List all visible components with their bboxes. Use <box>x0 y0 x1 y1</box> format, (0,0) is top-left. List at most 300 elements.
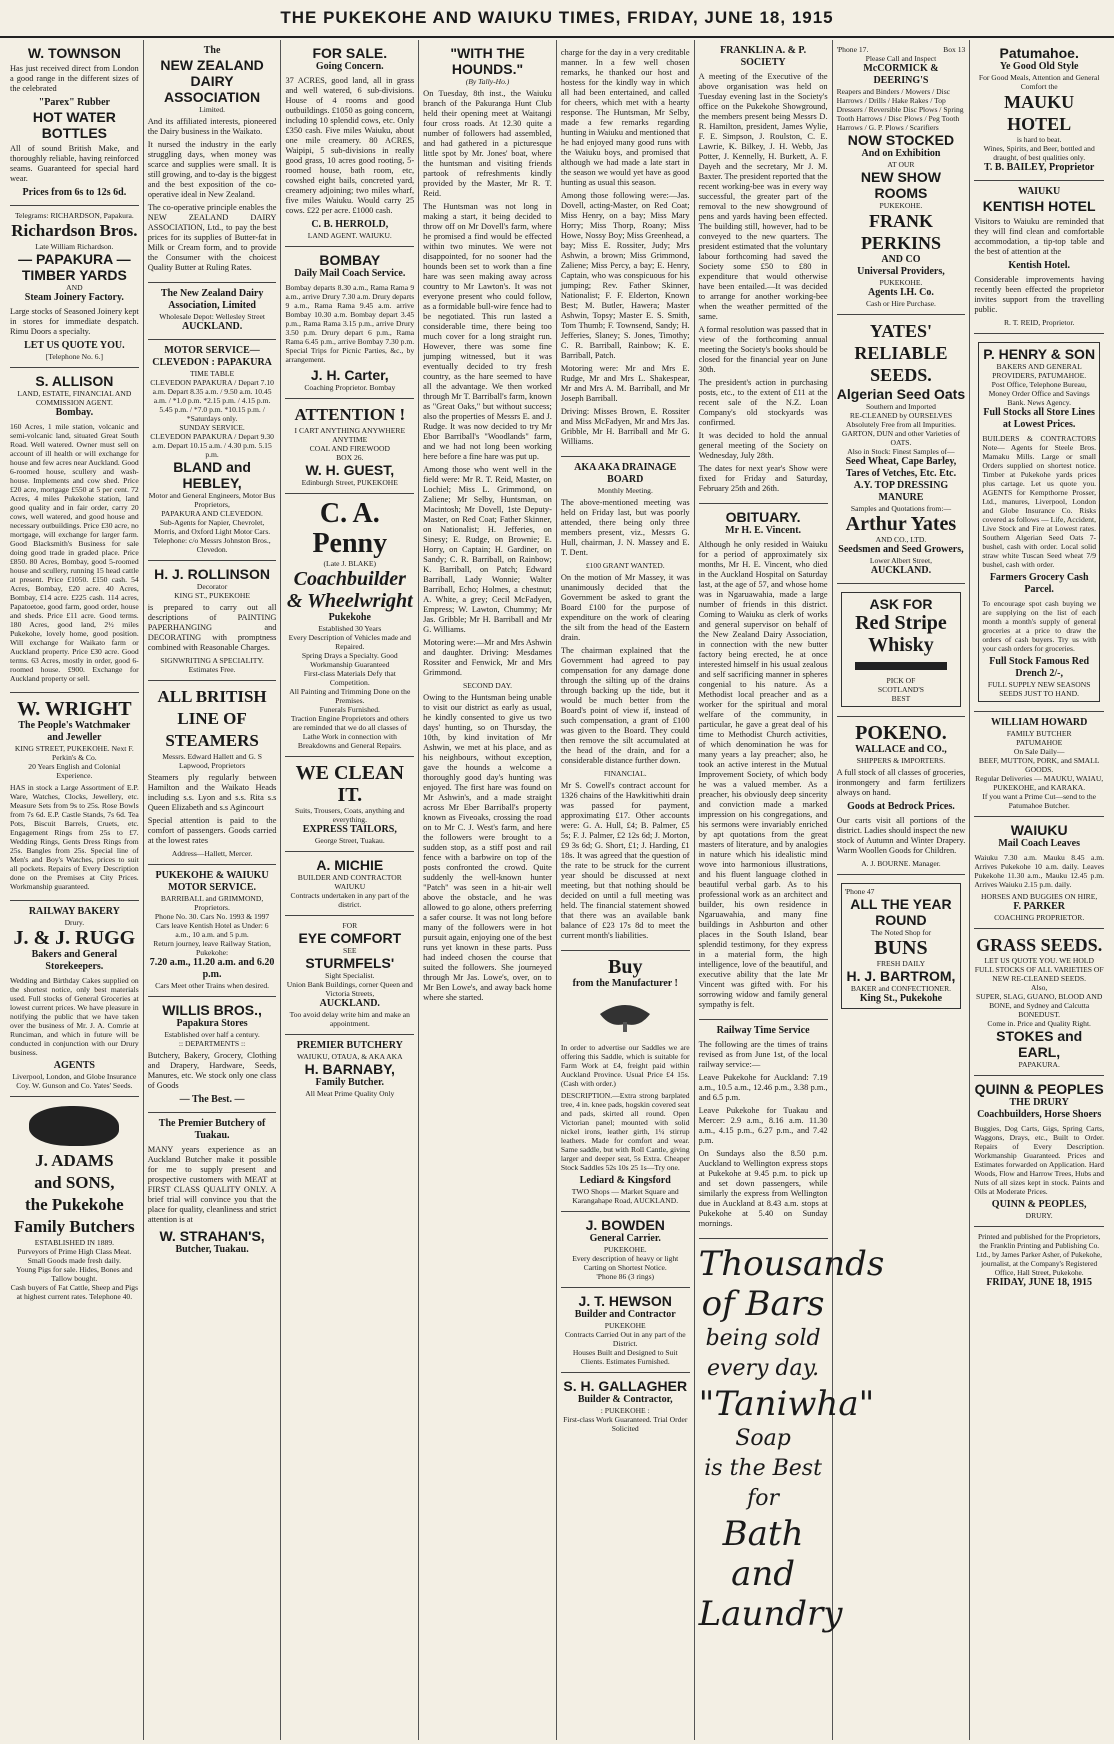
grass-seeds: GRASS SEEDS. <box>976 935 1103 955</box>
ms-sunday: SUNDAY SERVICE. <box>179 423 245 432</box>
fp-agents: Agents I.H. Co. <box>868 287 934 298</box>
penny-title: C. A. Penny <box>312 498 388 559</box>
aka-title: AKA AKA DRAINAGE BOARD <box>574 462 677 485</box>
prices-line: Prices from 6s to 12s 6d. <box>22 187 127 198</box>
adams-p3: Young Pigs for sale. Hides, Bones and Tallow bought. <box>16 1265 133 1283</box>
with-hounds-body2: The Huntsman was not long in making a start, it being decided to throw off on Mr Dovell's farm, where he promised a find would be effected within two minutes. We were not disappointed, for no sooner had the hounds been set to work than a fine hare was seen making away across country to Mr Lawton's. It was not everyone present who could follow, as a formidable bull-wire fence had to be negotiated. This run lasted a considerable time, there being too much cover for a long straight run. However, there was some fine jumping witnessed, but it was eventually decided to try fresh country, as the hare seemed to have all the advantage. We then worked through Mr T. Barriball's farm, known as "Great Oaks," but without success; also the properties of Messrs E. and J. Rudge. It was now decided to try Mr Ebor Barriball's "Woodlands" farm, and we had not long been working here before a fine hare was put up. <box>423 202 552 461</box>
let-us-quote: LET US QUOTE YOU. <box>24 340 125 351</box>
wright-sub: The People's Watchmaker and Jeweller <box>18 720 131 743</box>
fp-cash: Cash or Hire Purchase. <box>865 299 936 308</box>
pokeno-ship: SHIPPERS & IMPORTERS. <box>856 756 946 765</box>
carter-name: J. H. Carter, <box>310 367 389 383</box>
attention-title: ATTENTION ! <box>294 405 406 424</box>
penny-b4: All Painting and Trimming Done on the Premises. <box>289 687 411 705</box>
qp-body: Buggies, Dog Carts, Gigs, Spring Carts, Waggons, Drays, etc., Built to Order. Repairs of Every Description. Workmanship Guaranteed. Prices and Estimates forwarded on Application. Hard Woods, Flow and Harrow Trees, Hubs and Nuts of all sizes kept in stock. Paints and Oils at Moderate Prices. <box>974 1124 1105 1196</box>
page-columns <box>6 40 1108 1740</box>
nz2-sub: Wholesale Depot: Wellesley Street <box>159 312 265 321</box>
clean-exp: EXPRESS TAILORS, <box>302 824 397 835</box>
column-4 <box>419 40 557 1740</box>
attention-body: I CART ANYTHING ANYWHERE ANYTIME <box>294 426 406 444</box>
richardson-and: AND <box>66 283 83 292</box>
nz-body3: The co-operative principle enables the NEW ZEALAND DAIRY ASSOCIATION, Ltd., to pay the best prices for its supplies of Butter-fat in Milk or Cream form, and to provide the Consumer with the choicest Quality Butter at Ruling Rates. <box>147 203 277 272</box>
penny-b2: Spring Drays a Specialty. Good Workmanship Guaranteed <box>301 651 398 669</box>
pw-owners: BARRIBALL and GRIMMOND, Proprietors. <box>160 894 264 912</box>
henry-son-seeds: FULL SUPPLY NEW SEASONS SEEDS JUST TO HAND. <box>987 680 1091 698</box>
pokeno-body2: Our carts visit all portions of the district. Ladies should inspect the new stock of Autumn and Winter Drapery. Warm Woollen Goods for Children. <box>836 816 966 855</box>
stokes-earl: STOKES and EARL, <box>996 1028 1083 1060</box>
kentish-prop: R. T. REID, Proprietor. <box>1003 318 1075 327</box>
bowden-ad <box>561 1212 690 1288</box>
buy-from: from the Manufacturer ! <box>572 978 678 989</box>
sturmfels-addr: Union Bank Buildings, corner Queen and Victoria Streets, <box>286 980 413 998</box>
willis-dept: :: DEPARTMENTS :: <box>178 1039 246 1048</box>
column-2 <box>144 40 282 1740</box>
soap-thousands: Thousands <box>698 1244 885 1284</box>
ask-for: ASK FOR <box>869 596 933 612</box>
forsale-ad <box>285 40 414 247</box>
penny-late: (Late J. BLAKE) <box>323 559 377 568</box>
premier-ad <box>148 1113 277 1262</box>
allison-sub: LAND, ESTATE, FINANCIAL AND COMMISSION AGENT. <box>17 389 132 407</box>
hewson-title: J. T. HEWSON <box>578 1293 672 1310</box>
allison-body: 160 Acres, 1 mile station, volcanic and semi-volcanic land, situated Great South Road. Well watered. Owner must sell on account of ill health or will exchange for house and few acres near Auckland. Good 6-roomed house, scullery and wash-house. Implements and cow shed. Price £20 acre, mortgage £550 at 5 per cent. 72 Acres, 4 miles Pukekohe station, land good quality and in fair order, carry 20 cows, well watered, and good house and necessary outbuildings. Price £30 acre, no mortgage, will exchange for larger farm. Good Blacksmith's Business for sale doing good trade in graded place. Price £850. 80 Acres, Bombay, good 5-roomed house and scullery, running 15 head cattle at present. Price £1050. £150 cash. 54 Acres, Bombay, £20 acre. 40 Acres, Bombay, £14 acre. £225 cash. 114 acres, Papatoetoe, good farm, good order, house and sheds. Price £11 acre. Good terms. 180 Acres, good land, 2½ miles Pukekohe, lovely home, good position. Will exchange for Waikato farm or Auckland property. Price £30 acre. Good terms. 63 Acres, mostly in order, good 6-roomed house. £900. Exchange for Auckland property or sell. <box>10 422 139 683</box>
mauku-body: Wines, Spirits, and Beer, bottled and draught, of best qualities only. <box>983 144 1095 162</box>
howard-ad <box>974 712 1104 817</box>
penny-b5: Funerals Furnished. <box>319 705 380 714</box>
bowden-title: J. BOWDEN <box>585 1217 665 1234</box>
henry-son-body: Post Office, Telephone Bureau, Money Order Office and Savings Bank. News Agency. <box>988 380 1090 407</box>
patumahoe: Patumahoe. <box>999 45 1079 61</box>
ms-tt: TIME TABLE <box>189 369 235 378</box>
michie-ad <box>285 852 414 916</box>
steamers-body: Steamers ply regularly between Hamilton and the Waikato Heads including s.s. Lyon and s.s. Rita s.s Queen Elizabeth and s.s Agincourt <box>147 773 277 812</box>
soap-soap: Soap <box>735 1426 791 1451</box>
qp-sub: THE DRURY <box>1009 1097 1069 1108</box>
aka-drainage-article <box>561 457 690 951</box>
bartrom-loc: King St., Pukekohe <box>859 993 943 1004</box>
henry-son-body3: To encourage spot cash buying we are supplying on the list of each month a month's supply of general groceries at a price to draw the orders of cash buyers. Try us with your cash orders for groceries. <box>982 599 1097 653</box>
with-hounds-body5: Owing to the Huntsman being unable to visit our district as early as usual, he kindly consented to give us two days' hunting, so on Thursday, the 10th, by kind invitation of Mr Ashwin, we met at his place, and as his neighbours, without exception, gave the hounds a welcome a thoroughly good day's hunting was enjoyed. The first hare was found on Mr Ashwin's, and a made straight across Mr Eber Barriball's property known as Fiveoaks, crossing the road on to Mr C. J. West's farm, and here the followers were brought to a sudden stop, as a stiff post and rail fence with a barbwire on top of the posts confronted the crowd. Quite suddenly the well-known hunter "Patch" was seen in a hit-air well above the obstacle, and he was allowed to go alone, others preferring a safer course. It was not long before many of the followers were in hot pursuit again, enjoying one of the best runs yet known in these parts. Puss had indeed chosen the course that suited the followers. She journeyed through Mr Jas. Lowe's, over, on to Mr Ben Lowe's, and away back home where she started. <box>423 693 552 1002</box>
eye-for: FOR <box>342 921 358 930</box>
alg-sub: Southern and Imported <box>865 402 936 411</box>
rollinson-sub: Decorator <box>196 582 228 591</box>
nzdairy2-ad <box>148 283 277 340</box>
red-stripe-ad <box>837 584 966 717</box>
ms-route: CLEVEDON : PAPAKURA <box>152 357 272 368</box>
alg-body2: GARTON, DUN and other Varieties of OATS. <box>841 429 961 447</box>
column-1 <box>6 40 144 1740</box>
barnaby-sub: Family Butcher. <box>315 1077 385 1088</box>
buy-title: Buy <box>608 956 643 978</box>
townson-title: W. TOWNSON <box>27 45 121 61</box>
waiuku-coach: COACHING PROPRIETOR. <box>994 913 1085 922</box>
gallagher-title: S. H. GALLAGHER <box>563 1378 688 1395</box>
red-stripe: Red Stripe <box>855 612 947 634</box>
lediard-kingsford: Lediard & Kingsford <box>579 1175 671 1187</box>
ns-rooms: NEW SHOW ROOMS <box>860 169 941 201</box>
waiuku: WAIUKU <box>1018 186 1061 197</box>
pokeno-body: A full stock of all classes of groceries, ironmongery and farm fertilizers always on hand. <box>836 768 966 797</box>
rts-t1: Leave Pukekohe for Auckland: 7.19 a.m., 10.5 a.m., 12.46 p.m., 3.38 p.m., and 6.5 p.m. <box>698 1073 828 1102</box>
rollinson-ad <box>148 561 277 681</box>
best: BEST <box>891 694 911 703</box>
howard-title: WILLIAM HOWARD <box>990 717 1088 728</box>
soap-bath: Bath and <box>722 1514 804 1594</box>
rugg-agents-body: Liverpool, London, and Globe Insurance Coy. W. Gunson and Co. Yates' Seeds. <box>12 1072 137 1090</box>
with-hounds-byline: (By Tally-Ho.) <box>465 77 510 86</box>
bh-loc: PAPAKURA AND CLEVEDON. <box>161 509 263 518</box>
hewson-ad <box>561 1288 690 1373</box>
forsale-body: 37 ACRES, good land, all in grass and well watered, 6 sub-divisions. House of 4 rooms and good outbuildings. £1050 as going concern, including 10 splendid cows, etc. Only £350 cash. Five miles Waiuku, about one mile creamery. 80 ACRES, Waipipi, 5 sub-divisions in really good grass, 10 acres good rooting, 5-roomed house, bath room, etc, cowshed eight bails, concreted yard, creamery adjoining; two miles wharf, five miles Waiuku. Would carry 25 cows. £22 per acre. £1000 cash. <box>285 76 415 215</box>
strahan-loc: Butcher, Tuakau. <box>175 1244 249 1255</box>
phone-17: 'Phone 17. <box>836 45 869 54</box>
obituary-body: Although he only resided in Waiuku for a period of approximately six months, Mr H. E. Vincent, who died in the Auckland Hospital on Saturday last, at the age of 57, and whose home was in Ngaruawahia, made a large number of friends in this district. Coming to Waiuku as clerk of works and general supervisor on behalf of the New Zealand Dairy Association, in connection with the new butter factory being erected, he at once interested himself in his usual zealous and self sacrificing manner in spheres congenial to his nature. As a Methodist local preacher and as a worker for the spiritual and moral welfare of the community, in particular, he gave a great deal of his time to Methodist Church activities, of which denomination he was for many years a lay preacher; also, he took an active interest in the Mutual Improvement Society, of which body he was a valued member. As a preacher, his obviously deep sincerity and conviction made a marked impression on his congregations, and his sermons were invariably enriched by apt quotations from the great masters of literature, and by analogies in nature which his idealistic mind wove into harmonious illustrations, and his fluent language clothed in beautiful verbal garb. As to his professional work as an architect and builder, his own residence in Ngaruawahia, and many fine buildings in Ashburton and other places in the South Island, bear splendid testimony, for they express in a material form, the high intelligence, love of the beautiful, and executive ability that the late Mr Vincent was gifted with. For his sorrowing widow and family general sympathy is felt. <box>698 540 828 1009</box>
railway-time-article <box>699 1020 828 1239</box>
mauku-hotel: MAUKU HOTEL <box>1004 92 1075 134</box>
fap-body: A meeting of the Executive of the above organisation was held on Tuesday evening last in the Society's office on the Pukekohe Showground, the members present being Messrs D. R. Hamilton, president, James Wylie, F. E. Simpson, J. Roulston, C. E. Lawrie, K. Bilkey, J. H. Webb, Jas Potter, J. Kennelly, H. Burkett, A. F. Dayeh and the secretary, Mr J. M. Baxter. The president reported that the recent working-bee was in every way successful, the greater part of the removal to the new showground of pens and yards having been effected. The building still, however, had to be conveyed to the new quarters. The president estimated that the voluntary labour forthcoming had saved the Society some £50 to £80 in expenditure that would otherwise have been entailed.—It was decided to arrange for another working-bee when the weather permitted of the same. <box>698 72 828 321</box>
attention-box: BOX 26. <box>336 453 364 462</box>
aka-grant: £100 GRANT WANTED. <box>585 561 665 570</box>
fap-title: FRANKLIN A. & P. SOCIETY <box>720 45 807 68</box>
nzdairy-ad <box>148 40 277 283</box>
kentish-hotel-ad <box>974 181 1104 334</box>
pw-motor-ad <box>148 865 277 997</box>
adams-pukekohe: the Pukekohe <box>25 1195 124 1214</box>
kentish-body2: Considerable improvements having recently been effected the proprietor invites support from the travelling public. <box>974 275 1105 314</box>
all-the-year: ALL THE YEAR ROUND <box>850 896 952 928</box>
penny-ad <box>285 494 414 757</box>
waiuku-horses: HORSES AND BUGGIES ON HIRE, <box>981 892 1098 901</box>
bowden-sub: General Carrier. <box>589 1233 661 1245</box>
aka-body3: The chairman explained that the Government had agreed to pay compensation for any damage done through the silting up of the drains through backing up the tide, but it would be much better from the Board's point of view if, instead of such compensation, a grant of £100 was given to the Board. They could then remove the silt accumulated at the head of the drain, and for a considerable distance further down. <box>560 646 690 765</box>
alg-samples: Samples and Quotations from:— <box>850 504 952 513</box>
franklin-ap-article <box>699 40 828 504</box>
stripe-emblem-icon <box>855 662 948 670</box>
barnaby-name: H. BARNABY, <box>304 1061 395 1077</box>
steamers-title: ALL BRITISH LINE OF STEAMERS <box>157 687 267 750</box>
column-3 <box>281 40 419 1740</box>
parex-line: "Parex" Rubber <box>38 97 110 108</box>
pokeno-goods: Goods at Bedrock Prices. <box>847 801 955 812</box>
howard-items: BEEF, MUTTON, PORK, and SMALL GOODS. <box>978 756 1100 774</box>
steamers-body2: Special attention is paid to the comfort of passengers. Goods carried at the lowest rates <box>147 816 277 845</box>
soap-every-day: every day. <box>707 1356 820 1381</box>
frank-perkins: FRANK PERKINS <box>860 211 941 253</box>
obituary-name: Mr H. E. Vincent. <box>725 525 802 536</box>
quinn-peoples: QUINN & PEOPLES <box>974 1081 1104 1097</box>
fp-and: AND CO <box>881 254 921 265</box>
attention-ad <box>285 399 414 494</box>
guest-name: W. H. GUEST, <box>305 462 395 478</box>
ns-loc: PUKEKOHE. <box>879 201 923 210</box>
forsale-title: FOR SALE. <box>312 45 388 61</box>
nz-body2: It nursed the industry in the early struggling days, when money was scarce and supplies were small. It is still growing, and to-day is the biggest and the best exposition of the co-operative ideal in New Zealand. <box>147 140 277 199</box>
guest-addr: Edinburgh Street, PUKEKOHE <box>301 478 398 487</box>
steamers-addr: Address—Hallett, Mercer. <box>171 849 253 858</box>
hounds-cont-body4: Driving: Misses Brown, E. Rossiter and Miss McFadyen, Mr and Mrs Jas. Gribble, Mr H. Barriball and Mr G. Williams. <box>560 407 690 446</box>
sheep-illustration <box>29 1106 119 1146</box>
saddle-illustration <box>595 994 655 1034</box>
rts-title: Railway Time Service <box>716 1025 810 1036</box>
railway-bakery: RAILWAY BAKERY <box>28 906 120 917</box>
willis-sub: Papakura Stores <box>176 1018 248 1029</box>
penny-b6: Traction Engine Proprietors and others are reminded that we do all classes of Lathe Work in connection with Breakdowns and General Repairs. <box>290 714 409 750</box>
whisky: Whisky <box>868 634 934 656</box>
soap-best-for: is the Best for <box>704 1456 822 1511</box>
sturmfels-sub: Sight Specialist. <box>325 971 375 980</box>
ms-table: CLEVEDON PAPAKURA / Depart 7.10 a.m. Depart 8.35 a.m. / 9.50 a.m. 10.45 a.m. / *1.0 p.m. *2.15 p.m. / 4.15 p.m. 5.45 p.m. / *7.0 p.m. *10.15 p.m. / *Saturdays only. <box>150 378 274 423</box>
stokes-loc: PAPAKURA. <box>1018 1060 1060 1069</box>
mc-title: McCORMICK & DEERING'S <box>863 63 939 86</box>
kentish-name: Kentish Hotel. <box>1008 260 1070 271</box>
bowden-phone: 'Phone 86 (3 rings) <box>596 1272 655 1282</box>
henry-son-full: Full Stocks all Store Lines at Lowest Prices. <box>983 407 1095 430</box>
adams-p2: Small Goods made fresh daily. <box>27 1256 122 1265</box>
grass-also: Also, <box>1031 983 1048 992</box>
pw-phone: Phone No. 30. Cars No. 1993 & 1997 <box>154 912 270 921</box>
willis-est: Established over half a century. <box>164 1030 260 1039</box>
arthur-yates: Arthur Yates <box>845 513 957 535</box>
steam-joinery: Steam Joinery Factory. <box>24 292 124 303</box>
bombay-body: Bombay departs 8.30 a.m., Rama Rama 9 a.m., arrive Drury 7.30 a.m. Drury departs 9 a.m., Rama Rama 9.45 a.m. arrive Bombay 10.30 a.m. Bombay depart 3.45 p.m., Rama Rama 3.15 p.m., arrive Drury 3.50 p.m. Drury depart 6 p.m., Rama Rama 6.45 p.m., arrive Bombay 7.30 p.m. Special Trips for Picnic Parties, &c., by arrangement. <box>285 283 415 364</box>
hounds-continued <box>561 40 690 457</box>
rugg-body: Wedding and Birthday Cakes supplied on the shortest notice, only best materials used. Full stocks of General Groceries at lowest current prices. We have pleasure in notifying the public that we have taken over the business of Mr. J. A. Comrie at Runciman, and which in future will be conducted in conjunction with our Drury business. <box>10 976 139 1057</box>
wright-title: W. WRIGHT <box>17 698 132 720</box>
grass-seeds-ad <box>974 929 1104 1076</box>
qp-sub2: Coachbuilders, Horse Shoers <box>977 1109 1102 1120</box>
imprint <box>974 1227 1104 1295</box>
richardson-ad <box>10 206 139 368</box>
henry-son-sub: BAKERS AND GENERAL PROVIDERS, PATUMAHOE. <box>992 362 1087 380</box>
barnaby-body: All Meat Prime Quality Only <box>305 1089 395 1098</box>
richardson-title: Richardson Bros. <box>11 221 138 240</box>
adams-p4: Cash buyers of Fat Cattle, Sheep and Pigs at highest current rates. Telephone 40. <box>10 1283 139 1301</box>
willis-ad <box>148 997 277 1113</box>
nz-the: The <box>203 45 221 56</box>
sturmfels-body: Too avoid delay write him and make an appointment. <box>289 1010 410 1028</box>
aka-body4: Mr S. Cowell's contract account for 1326 chains of the Hawkitiwhiti drain was passed for payment, approximating £17. Other accounts were: G. A. Hull, £4; B. Palmer, £5 5s; F. J. Palmer, £2 12s 6d; J. Morton, £9 3s 6d; G. Short, £1; J. Harding, £1 18s. It was agreed that the question of the rate to be struck for the current year should be discussed at next meeting, but that nothing should be decided on until a full meeting was held. The financial statement showed that there was an available bank balance of £23 17s 8d to meet the current month's liabilities. <box>560 781 690 940</box>
ygos-body: For Good Meals, Attention and General Comfort the <box>978 73 1100 91</box>
lk-addr: TWO Shops — Market Square and Karangahape Road, AUCKLAND. <box>571 1187 679 1206</box>
yates-title: YATES' RELIABLE SEEDS. <box>854 321 948 385</box>
allison-bombay: Bombay. <box>55 407 94 418</box>
now-stocked: NOW STOCKED <box>847 132 955 148</box>
alg-list: Seed Wheat, Cape Barley, Tares of Vetches, Etc. Etc. A.Y. TOP DRESSING MANURE <box>845 456 957 503</box>
strahan-name: W. STRAHAN'S, <box>159 1228 265 1244</box>
soap-taniwha: "Taniwha" <box>698 1384 875 1424</box>
premier-butchery-title: PREMIER BUTCHERY <box>296 1040 403 1051</box>
fp-sub: Universal Providers, <box>857 266 945 277</box>
howard-del: Regular Deliveries — MAUKU, WAIAU, PUKEKOHE, and KARAKA. <box>975 774 1104 792</box>
yates-ad <box>837 315 966 584</box>
adams-title: J. ADAMS <box>35 1151 114 1170</box>
pokeno-mgr: A. J. BOURNE. Manager. <box>861 859 941 868</box>
carter-sub: Coaching Proprietor. Bombay <box>304 383 396 392</box>
railway-bakery-sub: Drury. <box>64 918 85 927</box>
with-hounds-title: "WITH THE HOUNDS." <box>450 45 525 77</box>
adams-butchers: Family Butchers <box>14 1217 135 1236</box>
with-hounds-second: SECOND DAY. <box>463 681 512 690</box>
phone-47: 'Phone 47 <box>844 887 875 896</box>
pw-ret: Return journey, leave Railway Station, Pukekohe: <box>153 939 271 957</box>
eye-see: SEE <box>343 946 357 955</box>
aka-fin: FINANCIAL. <box>603 769 647 778</box>
clean-ad <box>285 757 414 852</box>
mauku-sub: is hard to beat. <box>1016 135 1062 144</box>
telegrams: Telegrams: RICHARDSON, Papakura. <box>14 211 134 220</box>
grass-body2: SUPER, SLAG, GUANO, BLOOD AND BONE, and Sydney and Calcutta BONEDUST. <box>975 992 1103 1019</box>
grass-come: Come in. Price and Quality Right. <box>987 1019 1091 1028</box>
aka-sub: Monthly Meeting. <box>597 486 653 495</box>
penny-cb: Coachbuilder <box>293 568 406 590</box>
pw-meet: Cars Meet other Trains when desired. <box>155 981 270 990</box>
waiuku-mail-ad <box>974 817 1104 929</box>
henry-son-body2: BUILDERS & CONTRACTORS Note— Agents for Steele Bros. Mamaku Mills. Large or small Orders supplied on shortest notice. Timber at Pukekohe yards prices plus cartage. Let us quote you. AGENTS for Kempthorne Prosser, Ltd., manures, Liverpool, London and Globe Insurance Co. Risks covered as follows — Life, Accident, Live Stock and Fire at Lowest rates. Southern Algerian Seed Oats 7-bushel, cash with order. Local solid straw white Tuscan Seed wheat 7/9 bushel, cash with order. <box>982 434 1097 569</box>
bartrom-box <box>841 883 962 1009</box>
ms-sun-table: CLEVEDON PAPAKURA / Depart 9.30 a.m. Depart 10.15 a.m. / 4.30 p.m. 5.15 p.m. <box>150 432 274 459</box>
bombay-sub: Daily Mail Coach Service. <box>294 268 406 279</box>
grass-body: LET US QUOTE YOU. WE HOLD FULL STOCKS OF ALL VARIETIES OF NEW RE-CLEANED SEEDS. <box>974 956 1104 983</box>
henry-son: P. HENRY & SON <box>983 346 1096 362</box>
column-8 <box>970 40 1108 1740</box>
mccormick-ad <box>837 40 966 315</box>
rts-t3: On Sundays also the 8.50 p.m. Auckland to Wellington express stops at Pukekohe at 9.45 p.m. to pick up and set down passengers, while similarly the express from Wellington due in Auckland at 8.43 a.m. stops at Pukekohe at 5.40 on Sunday mornings. <box>698 1149 828 1228</box>
alg-stock: Also in Stock: Finest Samples of— <box>847 447 955 456</box>
wright-addr: KING STREET, PUKEKOHE. Next F. Perkin's & Co. <box>14 744 134 762</box>
phone-box-line <box>837 45 966 54</box>
gallagher-sub: Builder & Contractor, <box>577 1394 673 1406</box>
richardson-body: Large stocks of Seasoned Joinery kept in stores for immediate despatch. Rimu Doors a specialty. <box>10 307 139 336</box>
mauku-hotel-ad <box>974 40 1104 181</box>
hewson-loc: PUKEKOHE <box>604 1321 646 1331</box>
bombay-coach-ad <box>285 247 414 399</box>
hewson-sub: Builder and Contractor <box>574 1309 676 1321</box>
townson-body: Has just received direct from London a good range in the different sizes of the celebrated <box>10 64 139 93</box>
gallagher-loc: : PUKEKOHE : <box>600 1406 650 1416</box>
rugg-sub: Bakers and General Storekeepers. <box>31 949 118 972</box>
howard-want: If you want a Prime Cut—send to the Patumahoe Butcher. <box>982 792 1097 810</box>
allison-ad <box>10 368 139 693</box>
fap-body4: It was decided to hold the annual general meeting of the Society on Wednesday, July 28th. <box>698 431 828 460</box>
ye-good-old-style: Ye Good Old Style <box>999 61 1079 72</box>
bowden-body: Every description of heavy or light Carting on Shortest Notice. <box>572 1254 679 1273</box>
clean-addr: George Street, Tuakau. <box>314 836 385 845</box>
mc-items: Reapers and Binders / Mowers / Disc Harrows / Drills / Hake Rakes / Top Dressers / Reversible Disc Plows / Spring Tooth Harrows / Disc Plows / Peg Tooth Harrows / G. P. Plows / Scarifiers <box>836 87 964 132</box>
buns: BUNS <box>874 937 928 959</box>
herrold-name: C. B. HERROLD, <box>311 219 389 230</box>
nz-ltd: Limited. <box>199 105 226 114</box>
nz-title: NEW ZEALAND DAIRY ASSOCIATION <box>160 57 264 105</box>
waiuku-mail-body: Waiuku 7.30 a.m. Mauku 8.45 a.m. Arrives Pukekohe 10 a.m. daily. Leaves Pukekohe 11.30 a.m., Mauku 12.45 p.m. Arrives Waiuku 2.15 p.m. daily. <box>974 853 1105 889</box>
penny-loc: Pukekohe <box>328 612 371 623</box>
soap-being-sold: being sold <box>705 1326 821 1351</box>
rollinson-est: Estimates Free. <box>188 665 236 674</box>
hounds-cont-body3: Motoring were: Mr and Mrs E. Rudge, Mr and Mrs L. Shakespear, Mr and Mrs A. M. Barriball, and Mr Joseph Barriball. <box>560 364 690 403</box>
howard-sub: FAMILY BUTCHER <box>1006 729 1072 738</box>
fap-body2: A formal resolution was passed that in view of the forthcoming annual meeting the Society's books should be closed for the financial year on June 30th. <box>698 325 828 374</box>
steamers-owners: Messrs. Edward Hallett and G. S Lapwood, Proprietors <box>162 752 262 770</box>
howard-loc: PATUMAHOE <box>1016 738 1063 747</box>
adams-sons: and SONS, <box>34 1173 115 1192</box>
ay-addr: Lower Albert Street, <box>869 556 933 565</box>
henry-son-farm: Farmers Grocery Cash Parcel. <box>989 572 1089 595</box>
attention-coal: COAL AND FIREWOOD <box>309 444 390 453</box>
with-hounds-article <box>423 40 552 1012</box>
fp-loc: PUKEKOHE. <box>879 278 923 287</box>
bombay-title: BOMBAY <box>319 252 381 268</box>
henry-son-drench: Full Stock Famous Red Drench 2/-, <box>989 656 1090 679</box>
column-7 <box>833 40 971 1740</box>
penny-b3: First-class Materials Defy that Competition. <box>303 669 396 687</box>
willis-title: WILLIS BROS., <box>162 1002 262 1018</box>
willis-body: Butchery, Bakery, Grocery, Clothing and Drapery, Hardware, Seeds, Manures, etc. We stock only one class of Goods <box>147 1051 277 1090</box>
pw-body: Cars leave Kentish Hotel as Under: 6 a.m., 10 a.m. and 5 p.m. <box>155 921 269 939</box>
sturmfels-name: STURMFELS' <box>305 955 395 971</box>
penny-ww: & Wheelwright <box>286 590 413 612</box>
wright-body: HAS in stock a Large Assortment of E.P. Ware, Watches, Clocks, Jewellery, etc. Measure Sets from 9s to 25s. Rose Bowls from 7s 6d. E.P. Castle Stands, 7s 6d. Tea Pots, Biscuit Barrels, Cruets, etc. Engagement Rings from 25s to £7. Wedding Rings, Gents Dress Rings from 25s. Bangles from 25s. Special line of Men's and Boy's Watches, prices to suit all pockets. Repairs of Every Description done on the Premises at City Prices. Workmanship guaranteed. <box>10 783 139 891</box>
nz2-title: The New Zealand Dairy Association, Limited <box>160 288 264 311</box>
alg-body: RE-CLEANED by OURSELVES Absolutely Free from all Impurities. <box>846 411 956 429</box>
fap-body3: The president's action in purchasing posts, etc., to the extent of £11 at the recent sale of the N.Z. Loan Company's old stockyards was confirmed. <box>698 378 828 427</box>
clean-title: WE CLEAN IT. <box>295 762 404 806</box>
premier-butchery-loc: WAIUKU, OTAUA, & AKA AKA <box>296 1052 403 1061</box>
saddle-ad <box>561 951 690 1212</box>
michie-title: A. MICHIE <box>316 857 384 873</box>
with-hounds-body4: Motoring were:—Mr and Mrs Ashwin and daughter. Driving: Mesdames Rossiter and Fenwick, Mr and Mrs Grimmond. <box>423 638 552 677</box>
rollinson-sign: SIGNWRITING A SPECIALITY. <box>160 656 264 665</box>
waiuku-mail-sub: Mail Coach Leaves <box>998 838 1080 849</box>
scotlands: SCOTLAND'S <box>877 685 924 694</box>
adams-est: ESTABLISHED IN 1889. <box>34 1238 115 1247</box>
bartrom-ad <box>837 875 966 1018</box>
taniwha-soap-ad <box>698 1239 885 1640</box>
ns-at: AT OUR <box>887 160 915 169</box>
eye-comfort: EYE COMFORT <box>298 930 402 946</box>
sturmfels-city: AUCKLAND. <box>319 998 380 1009</box>
ns-sub: And on Exhibition <box>861 148 941 159</box>
bailey: T. B. BAILEY, Proprietor <box>983 162 1095 173</box>
bh-agents: Sub-Agents for Napier, Chevrolet, Morris, and Oxford Light Motor Cars. <box>153 518 271 536</box>
penny-b1: Every Description of Vehicles made and Repaired. <box>288 633 411 651</box>
algerian-oats: Algerian Seed Oats <box>836 386 966 402</box>
mc-sub: Please Call and Inspect <box>865 54 937 63</box>
willis-best: — The Best. — <box>179 1094 245 1105</box>
premier-butchery-ad <box>285 1035 414 1104</box>
rts-t2: Leave Pukekohe for Tuakau and Mercer: 2.9 a.m., 8.16 a.m. 11.30 a.m., 4.15 p.m., 6.27 p.m., and 7.42 p.m. <box>698 1106 828 1145</box>
fap-body5: The dates for next year's Show were fixed for Friday and Saturday, February 25th and 26th. <box>698 464 828 493</box>
with-hounds-body3: Among those who went well in the field were: Mr R. T. Reid, Master, on Lochiel; Miss L. Grimmond, on Zaliene; Mr Selby, Huntsman, on Macintosh; Mr Dovell, 1ste Deputy-Master, on Red Coat; Father Skinner, on Nationalist; H. Jefferies, on Sinesy; E. Rudge, on Brownie; E. Horry, on Captain; H. Gardiner, on Sandy; C. R. Barriball, on Rainbow; K. Barriball, on Patch; Edward Barriball, Lady Wonnie; Walter Barriball, Echo; Holmes, a chestnut; A. White, a grey; Cecil McFadyen, Empress; W. Lawton, Chummy; Mr Jas. Gribble; Mr H. Barriball and Mr G. Williams. <box>423 465 552 634</box>
wright-exp: 20 Years English and Colonial Experience. <box>28 762 121 780</box>
box-13: Box 13 <box>943 45 966 54</box>
ay-city: AUCKLAND. <box>870 565 932 576</box>
bowden-loc: PUKEKOHE. <box>603 1245 647 1255</box>
rollinson-title: H. J. ROLLINSON <box>154 566 271 582</box>
rugg-ad <box>10 901 139 1097</box>
telephone-line: [Telephone No. 6.] <box>45 352 103 361</box>
hewson-body: Contracts Carried Out in any part of the District. <box>564 1330 686 1349</box>
qp-name: QUINN & PEOPLES, <box>991 1199 1087 1210</box>
rollinson-body: is prepared to carry out all descriptions of PAINTING PAPERHANGING and DECORATING with promptness combined with Reasonable Charges. <box>147 603 277 652</box>
pick-of: PICK OF <box>886 676 916 685</box>
ay-co: AND CO., LTD. <box>875 535 927 544</box>
pokeno-title: POKENO. <box>855 722 947 744</box>
aka-body2: On the motion of Mr Massey, it was unanimously decided that the Government be asked to grant the Board £100 for the purpose of expenditure on the work of clearing the silt from the head of the Eastern drain. <box>560 573 690 642</box>
rugg-agents: AGENTS <box>53 1060 95 1071</box>
pw-times: 7.20 a.m., 11.20 a.m. and 6.20 p.m. <box>149 957 275 980</box>
herrold-sub: LAND AGENT. WAIUKU. <box>307 231 392 240</box>
rollinson-addr: KING ST., PUKEKOHE <box>174 591 250 600</box>
aka-body: The above-mentioned meeting was held on Friday last, but was poorly attended, there being only three members present, viz., Messrs G. Hull, chairman, J. N. Massey and E. T. Dent. <box>560 498 690 557</box>
